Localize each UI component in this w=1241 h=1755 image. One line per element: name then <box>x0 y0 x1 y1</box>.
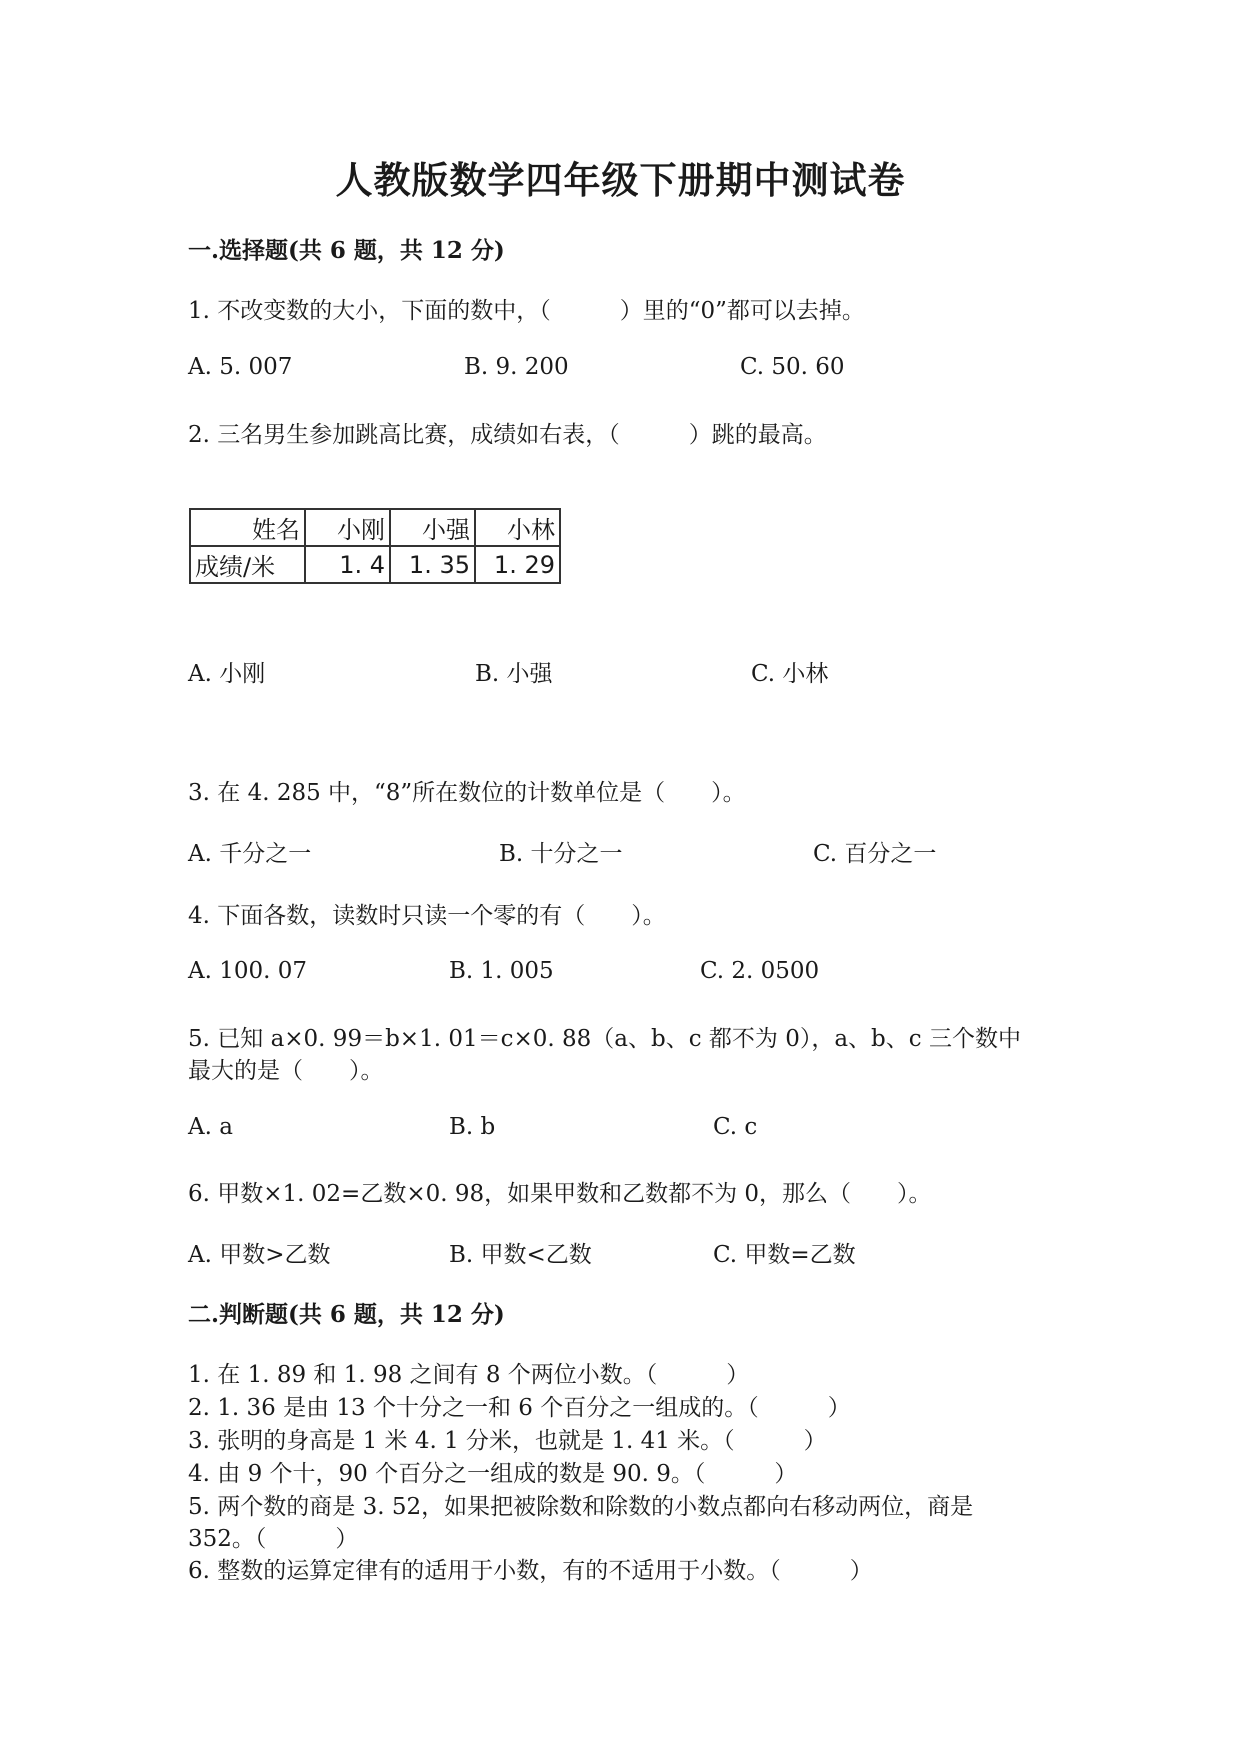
judge-item-2: 2. 1. 36 是由 13 个十分之一和 6 个百分之一组成的。（ ） <box>188 1395 851 1421</box>
question-6: 6. 甲数×1. 02=乙数×0. 98，如果甲数和乙数都不为 0，那么（ ）。 <box>188 1181 932 1207</box>
table-cell: 小强 <box>390 509 475 546</box>
table-cell: 小刚 <box>305 509 390 546</box>
q6-option-a: A. 甲数>乙数 <box>188 1242 331 1268</box>
table-header-row <box>190 509 560 546</box>
judge-item-6: 6. 整数的运算定律有的适用于小数，有的不适用于小数。（ ） <box>188 1558 873 1584</box>
judge-item-4: 4. 由 9 个十，90 个百分之一组成的数是 90. 9。（ ） <box>188 1461 798 1487</box>
q1-option-a: A. 5. 007 <box>188 354 293 380</box>
judge-item-1: 1. 在 1. 89 和 1. 98 之间有 8 个两位小数。（ ） <box>188 1362 750 1388</box>
table-cell: 成绩/米 <box>190 546 305 583</box>
q4-option-b: B. 1. 005 <box>449 958 554 984</box>
table-cell: 1. 4 <box>305 546 390 583</box>
judge-item-5-line-1: 5. 两个数的商是 3. 52，如果把被除数和除数的小数点都向右移动两位，商是 <box>188 1494 974 1520</box>
q4-option-c: C. 2. 0500 <box>700 958 820 984</box>
question-1: 1. 不改变数的大小，下面的数中，（ ）里的“0”都可以去掉。 <box>188 298 865 324</box>
q3-option-b: B. 十分之一 <box>499 841 623 867</box>
q2-option-b: B. 小强 <box>475 661 553 687</box>
table-cell: 1. 35 <box>390 546 475 583</box>
question-4: 4. 下面各数，读数时只读一个零的有（ ）。 <box>188 903 666 929</box>
judge-item-5-line-2: 352。（ ） <box>188 1526 359 1552</box>
q5-option-a: A. a <box>188 1114 233 1140</box>
q6-option-b: B. 甲数<乙数 <box>449 1242 592 1268</box>
q6-option-c: C. 甲数=乙数 <box>713 1242 856 1268</box>
q3-option-a: A. 千分之一 <box>188 841 312 867</box>
question-5-line-1: 5. 已知 a×0. 99＝b×1. 01＝c×0. 88（a、b、c 都不为 0），a、b、c 三个数中 <box>188 1026 1021 1052</box>
q2-option-a: A. 小刚 <box>188 661 266 687</box>
table-cell: 姓名 <box>190 509 305 546</box>
q1-option-c: C. 50. 60 <box>740 354 845 380</box>
q5-option-b: B. b <box>449 1114 496 1140</box>
q3-option-c: C. 百分之一 <box>813 841 937 867</box>
q2-option-c: C. 小林 <box>751 661 829 687</box>
scores-table <box>189 508 561 584</box>
section-heading-choice: 一.选择题(共 6 题，共 12 分) <box>188 237 505 264</box>
q4-option-a: A. 100. 07 <box>188 958 308 984</box>
question-3: 3. 在 4. 285 中，“8”所在数位的计数单位是（ ）。 <box>188 780 746 806</box>
q1-option-b: B. 9. 200 <box>464 354 569 380</box>
question-2: 2. 三名男生参加跳高比赛，成绩如右表，（ ）跳的最高。 <box>188 422 827 448</box>
table-row <box>190 546 560 583</box>
question-5-line-2: 最大的是（ ）。 <box>188 1058 384 1084</box>
q5-option-c: C. c <box>713 1114 758 1140</box>
page-title: 人教版数学四年级下册期中测试卷 <box>335 158 906 202</box>
judge-item-3: 3. 张明的身高是 1 米 4. 1 分米，也就是 1. 41 米。（ ） <box>188 1428 827 1454</box>
section-heading-judge: 二.判断题(共 6 题，共 12 分) <box>188 1301 505 1328</box>
table-cell: 1. 29 <box>475 546 560 583</box>
table-cell: 小林 <box>475 509 560 546</box>
